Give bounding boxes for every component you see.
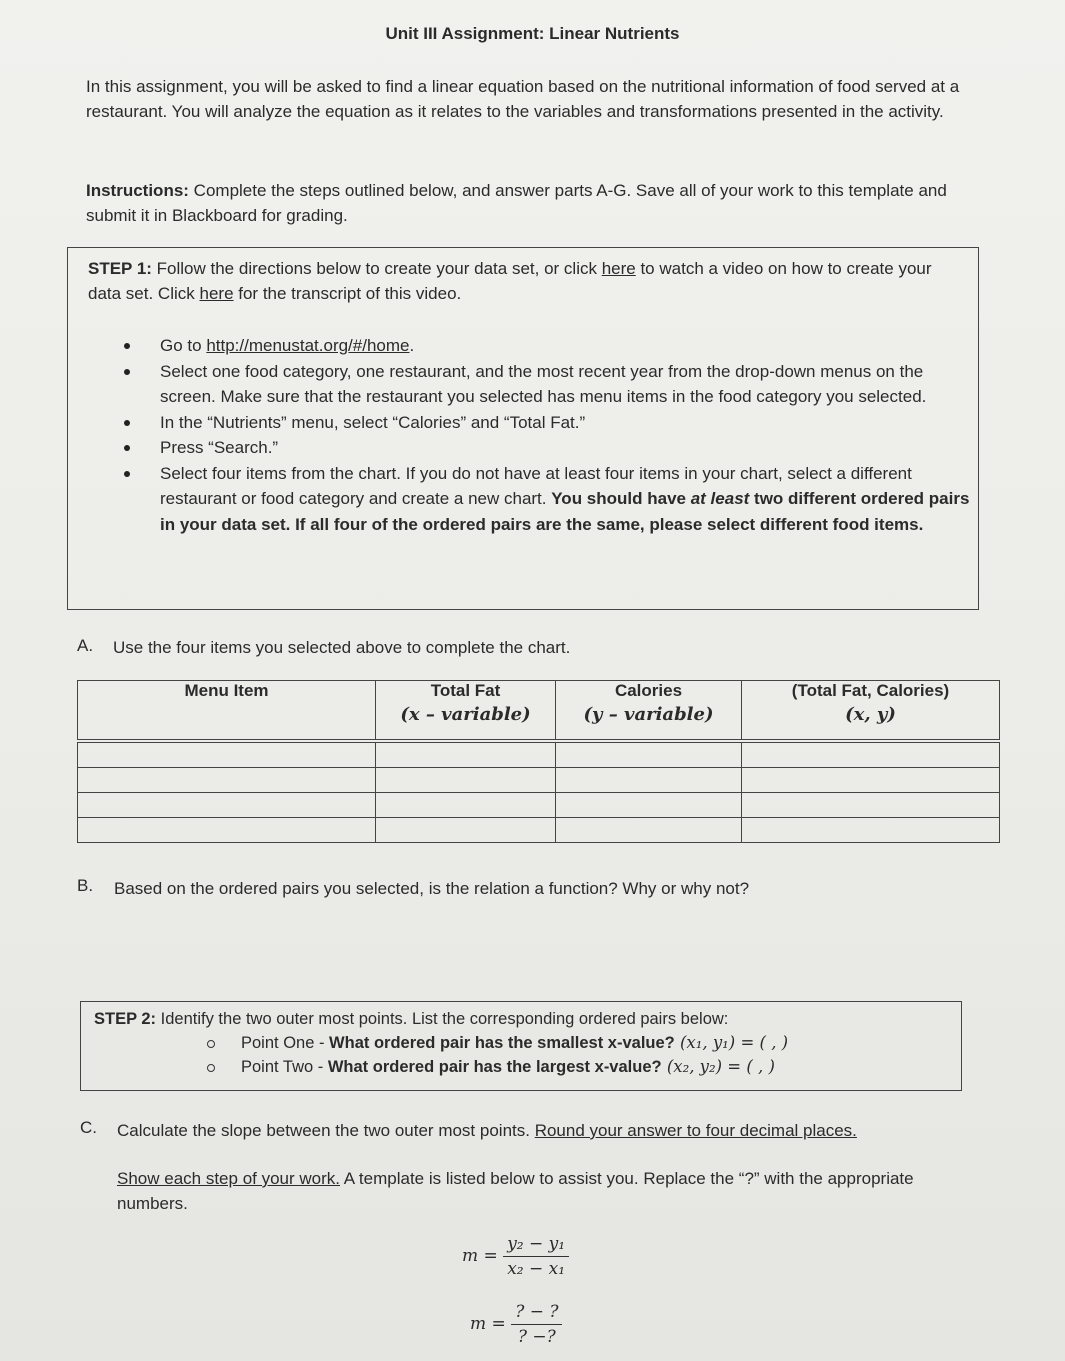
- formula-lhs: m =: [462, 1246, 498, 1266]
- table-cell[interactable]: [742, 741, 1000, 768]
- circle-bullet-icon: [207, 1064, 215, 1072]
- table-cell[interactable]: [742, 768, 1000, 793]
- table-row: [78, 768, 1000, 793]
- part-c-instruction-underlined: Show each step of your work.: [117, 1169, 341, 1188]
- step2-intro: [94, 1007, 944, 1031]
- step1-bullet-list: [160, 333, 970, 537]
- header-sublabel: (x – variable): [400, 704, 531, 725]
- part-c-text-underlined: Round your answer to four decimal places.: [534, 1121, 857, 1140]
- table-cell[interactable]: [556, 818, 742, 843]
- video-link[interactable]: here: [601, 259, 636, 278]
- table-cell[interactable]: [742, 818, 1000, 843]
- bullet-bold-text: two different ordered pairs in your data set. If all four of the ordered pairs are the same, please select different food items.: [160, 489, 970, 534]
- list-item: [241, 1031, 941, 1055]
- table-cell[interactable]: [556, 741, 742, 768]
- header-sublabel: (y – variable): [583, 704, 714, 725]
- bullet-text: Select one food category, one restaurant, and the most recent year from the drop-down menus on the screen. Make sure that the restaurant you selected has menu items in the food category you selected.: [160, 361, 927, 406]
- step2-label: STEP 2:: [94, 1010, 157, 1028]
- header-label: Menu Item: [184, 681, 269, 700]
- point-two-math: (x₂, y₂) = ( , ): [661, 1057, 775, 1076]
- formula-denominator: x₂ − x₁: [507, 1259, 566, 1279]
- formula-fraction: [511, 1302, 562, 1347]
- step1-intro: [88, 256, 958, 306]
- slope-formula: [462, 1234, 569, 1279]
- table-row: [78, 741, 1000, 768]
- step2-text: Identify the two outer most points. List the corresponding ordered pairs below:: [156, 1010, 729, 1028]
- part-a-text: Use the four items you selected above to complete the chart.: [113, 638, 571, 657]
- table-cell[interactable]: [376, 818, 556, 843]
- step1-box: [67, 247, 979, 610]
- formula-numerator: ? − ?: [511, 1302, 562, 1325]
- slope-template-formula: [470, 1302, 562, 1347]
- column-header-calories: [556, 681, 742, 742]
- point-question: What ordered pair has the largest x-value?: [327, 1058, 662, 1076]
- bullet-icon: [124, 343, 130, 349]
- instructions-label: Instructions:: [86, 181, 189, 200]
- bullet-icon: [124, 445, 130, 451]
- table-row: [78, 818, 1000, 843]
- table-cell[interactable]: [376, 741, 556, 768]
- page-title: Unit III Assignment: Linear Nutrients: [385, 24, 680, 43]
- bullet-text: In the “Nutrients” menu, select “Calories” and “Total Fat.”: [160, 412, 586, 432]
- formula-lhs: m =: [470, 1314, 506, 1334]
- column-header-menu-item: [78, 681, 376, 742]
- step1-text-a: Follow the directions below to create your data set, or click: [151, 259, 602, 278]
- point-question: What ordered pair has the smallest x-value?: [329, 1034, 675, 1052]
- part-c-text-plain: Calculate the slope between the two outer most points.: [117, 1121, 535, 1140]
- instructions-text: Complete the steps outlined below, and answer parts A-G. Save all of your work to this template and submit it in Blackboard for grading.: [86, 181, 947, 225]
- list-item: [160, 359, 970, 410]
- point-one-math: (x₁, y₁) = ( , ): [674, 1033, 789, 1052]
- instructions-paragraph: [86, 178, 966, 228]
- intro-paragraph: In this assignment, you will be asked to find a linear equation based on the nutritional information of food served at a restaurant. You will analyze the equation as it relates to the variables and transformations presented in the activity.: [86, 77, 960, 121]
- list-item: [160, 410, 970, 436]
- list-item: [241, 1055, 941, 1079]
- part-b-text: Based on the ordered pairs you selected, is the relation a function? Why or why not?: [114, 879, 750, 898]
- table-cell[interactable]: [376, 793, 556, 818]
- step1-text-b: to watch a video on how to create your data set. Click: [88, 259, 932, 303]
- bullet-icon: [124, 420, 130, 426]
- point-label: Point One -: [241, 1034, 330, 1052]
- formula-fraction: [503, 1234, 569, 1279]
- step1-label: STEP 1:: [88, 259, 152, 278]
- data-table: [77, 680, 1000, 843]
- part-c-letter: C.: [80, 1118, 97, 1137]
- bullet-icon: [124, 471, 130, 477]
- bullet-icon: [124, 369, 130, 375]
- list-item: [160, 435, 970, 461]
- step2-point-list: [241, 1031, 941, 1079]
- header-label: (Total Fat, Calories): [791, 681, 950, 700]
- bullet-emphasis: at least: [690, 489, 750, 508]
- step2-box: [80, 1001, 962, 1091]
- table-cell[interactable]: [376, 768, 556, 793]
- column-header-ordered-pair: [742, 681, 1000, 742]
- menustat-link[interactable]: http://menustat.org/#/home: [206, 336, 410, 355]
- bullet-text: Select four items from the chart. If you do not have at least four items in your chart, select a different restaurant or food category and create a new chart.: [160, 463, 912, 508]
- formula-denominator: ? −?: [517, 1327, 556, 1347]
- table-cell[interactable]: [742, 793, 1000, 818]
- list-item: [160, 333, 970, 359]
- bullet-text: Press “Search.”: [160, 438, 279, 457]
- part-c-instruction-plain: A template is listed below to assist you. Replace the “?” with the appropriate numbers.: [117, 1169, 914, 1213]
- list-item: [160, 461, 970, 538]
- part-b-letter: B.: [77, 876, 94, 895]
- part-a-letter: A.: [77, 636, 94, 655]
- table-cell[interactable]: [78, 818, 376, 843]
- bullet-bold-text: You should have: [551, 489, 691, 508]
- point-label: Point Two -: [241, 1058, 328, 1076]
- column-header-total-fat: [376, 681, 556, 742]
- table-cell[interactable]: [556, 768, 742, 793]
- circle-bullet-icon: [207, 1040, 215, 1048]
- formula-numerator: y₂ − y₁: [503, 1234, 569, 1257]
- bullet-text: .: [409, 336, 415, 355]
- transcript-link[interactable]: here: [199, 284, 234, 303]
- part-c-text: [117, 1118, 957, 1143]
- step1-text-c: for the transcript of this video.: [233, 284, 462, 303]
- table-cell[interactable]: [78, 768, 376, 793]
- header-label: Calories: [614, 681, 683, 700]
- table-cell[interactable]: [78, 793, 376, 818]
- table-cell[interactable]: [78, 741, 376, 768]
- header-sublabel: (x, y): [845, 704, 896, 725]
- table-header-row: [78, 681, 1000, 742]
- header-label: Total Fat: [430, 681, 501, 700]
- table-cell[interactable]: [556, 793, 742, 818]
- bullet-text: Go to: [160, 336, 207, 355]
- table-row: [78, 793, 1000, 818]
- part-c-instruction: [117, 1166, 917, 1216]
